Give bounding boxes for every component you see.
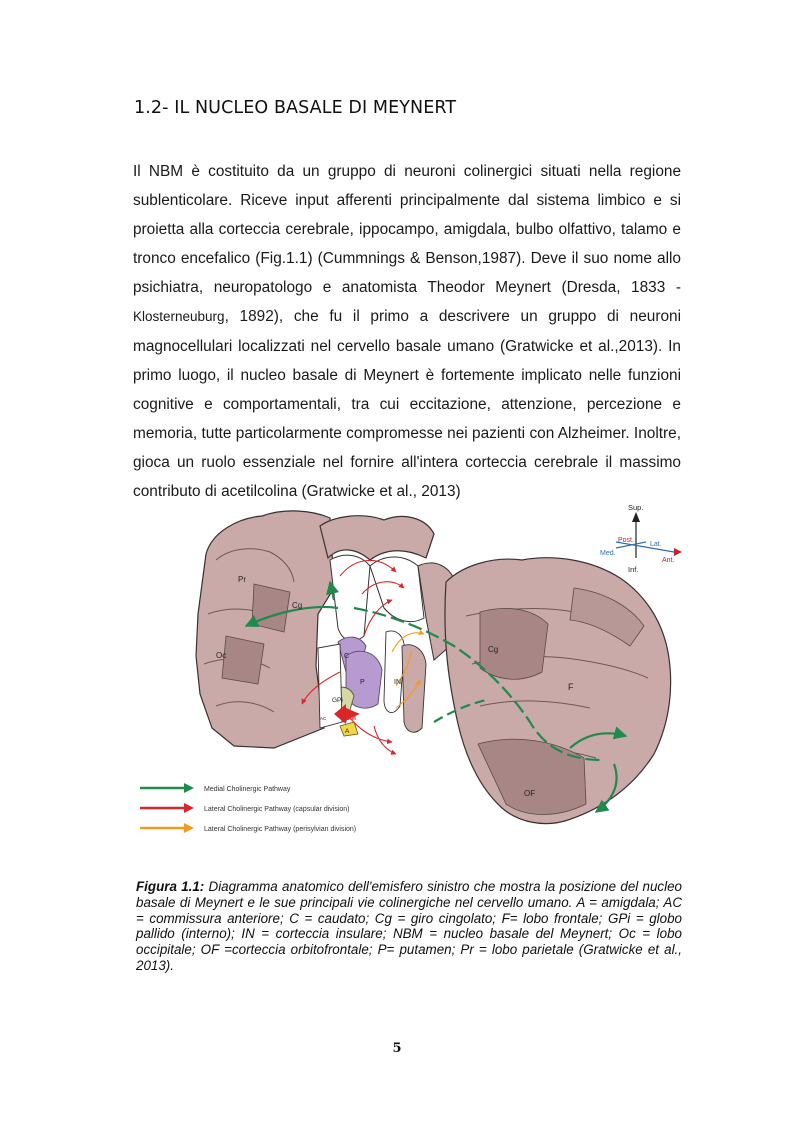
caption-label: Figura 1.1:	[136, 879, 205, 894]
label-of: OF	[524, 789, 536, 798]
label-p: P	[360, 679, 365, 686]
figure-caption	[136, 879, 682, 974]
label-post: Post.	[618, 537, 634, 544]
label-a: A	[345, 728, 350, 735]
caption-text: Diagramma anatomico dell'emisfero sinistro che mostra la posizione del nucleo basale di Meynert e le sue principali vie colinergiche nel cervello umano. A = amigdala; AC = commissura anteriore; C = caudato; Cg = giro cingolato; F= lobo frontale; GPi = globo pallido (interno); IN = corteccia insulare; NBM = nucleo basale del Meynert; Oc = lobo occipitale; OF =corteccia orbitofrontale; P= putamen; Pr = lobo parietale (Gratwicke et al., 2013).	[136, 879, 682, 973]
legend-perisylvian: Lateral Cholinergic Pathway (perisylvian division)	[204, 826, 357, 833]
legend-medial: Medial Cholinergic Pathway	[204, 786, 291, 793]
label-med: Med.	[600, 550, 616, 557]
page-number: 5	[392, 1041, 402, 1056]
label-cg-left: Cg	[292, 601, 303, 610]
label-ac: AC	[320, 716, 327, 721]
pathway-legend	[140, 783, 356, 833]
label-lat: Lat.	[650, 541, 662, 548]
section-heading: 1.2- IL NUCLEO BASALE DI MEYNERT	[134, 98, 457, 118]
body-paragraph	[133, 157, 681, 506]
label-oc: Oc	[216, 651, 227, 660]
left-hemisphere	[196, 511, 334, 748]
label-pr: Pr	[238, 575, 246, 584]
label-in: IN	[394, 679, 401, 686]
paragraph-small-text: Klosterneuburg	[133, 309, 225, 325]
brain-pathway-figure	[134, 496, 686, 842]
deep-structures	[318, 631, 426, 736]
paragraph-part-2: , 1892), che fu il primo a descrivere un gruppo di neuroni magnocellulari localizzati nel cervello basale umano (Gratwicke et al.,2013). In primo luogo, il nucleo basale di Meynert è fortemente implicato nelle funzioni cognitive e comportamentali, tra cui eccitazione, attenzione, percezione e memoria, tutte particolarmente compromesse nei pazienti con Alzheimer. Inoltre, gioca un ruolo essenziale nel fornire all'intera corteccia cerebrale il massimo contributo di acetilcolina (Gratwicke et al., 2013)	[133, 308, 681, 501]
orientation-compass	[600, 503, 682, 574]
right-hemisphere	[445, 558, 671, 824]
label-inf: Inf.	[628, 565, 639, 574]
label-sup: Sup.	[628, 503, 644, 512]
label-ant: Ant.	[662, 557, 675, 564]
label-nbm: NBM	[340, 715, 356, 722]
legend-capsular: Lateral Cholinergic Pathway (capsular division)	[204, 806, 350, 813]
label-f: F	[568, 682, 574, 692]
paragraph-part-1: Il NBM è costituito da un gruppo di neuroni colinergici situati nella regione sublenticolare. Riceve input afferenti principalmente dal sistema limbico e si proietta alla corteccia cerebrale, ippocampo, amigdala, bulbo olfattivo, talamo e tronco encefalico (Fig.1.1) (Cummnings & Benson,1987). Deve il suo nome allo psichiatra, neuropatologo e anatomista Theodor Meynert (Dresda, 1833 -	[133, 163, 681, 297]
label-c: C	[344, 653, 350, 660]
label-gpi: GPi	[332, 697, 343, 704]
label-cg-right: Cg	[488, 645, 499, 654]
